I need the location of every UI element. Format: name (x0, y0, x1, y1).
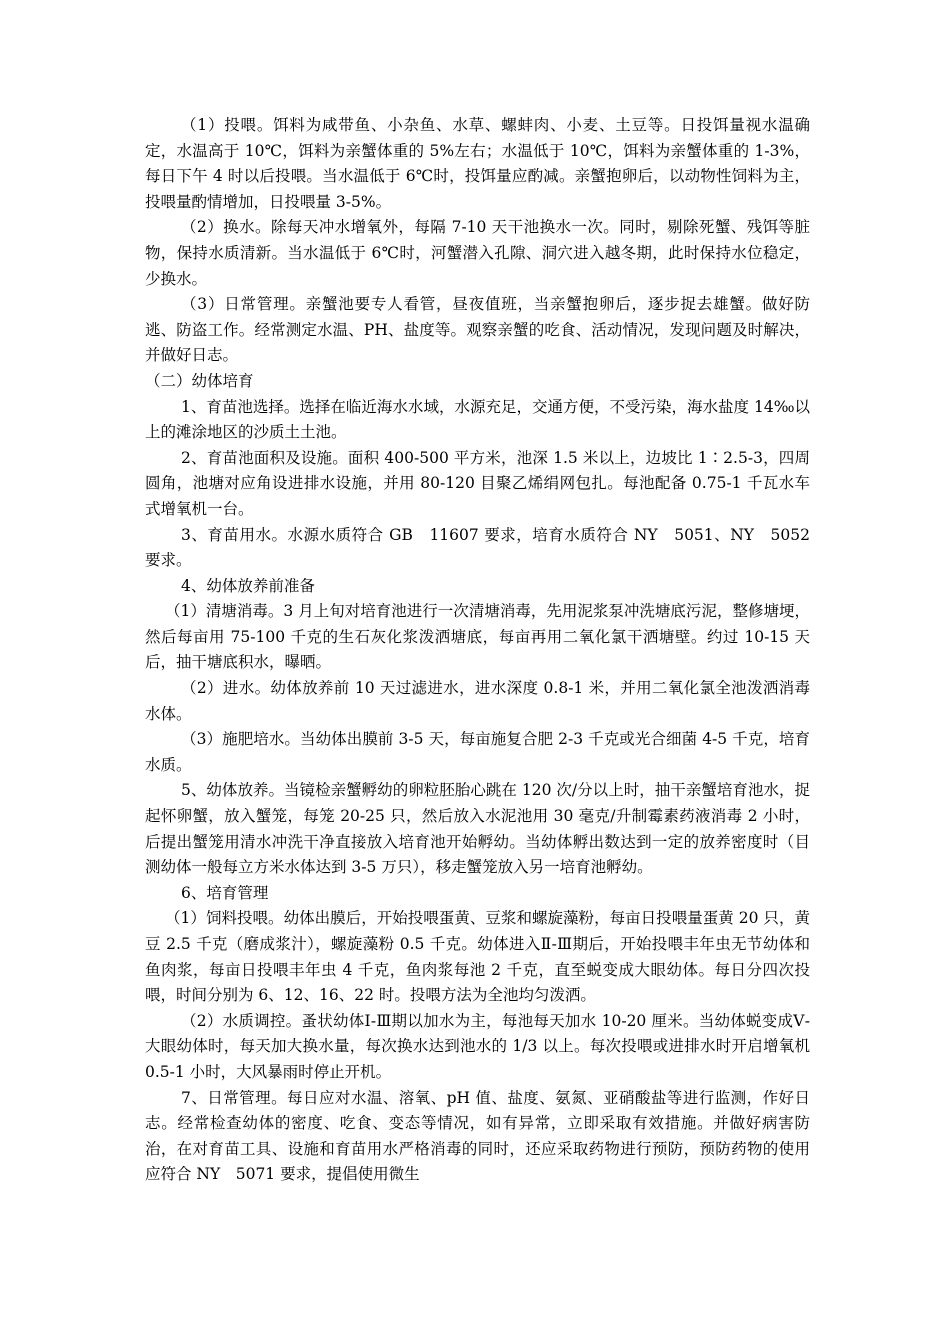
paragraph-nursery-water: 3、育苗用水。水源水质符合 GB 11607 要求，培育水质符合 NY 5051、NY 5052 要求。 (145, 525, 810, 570)
paragraph-water-quality-control: （2）水质调控。蚤状幼体Ⅰ-Ⅲ期以加水为主，每池每天加水 10-20 厘米。当幼体蜕变成Ⅴ-大眼幼体时，每天加大换水量，每次换水达到池水的 1/3 以上。每次投喂或进排水时开启增氧机 0.5-1 小时，大风暴雨时停止开机。 (145, 1011, 810, 1081)
paragraph-fertilization: （3）施肥培水。当幼体出膜前 3-5 天，每亩施复合肥 2-3 千克或光合细菌 4-5 千克，培育水质。 (145, 730, 810, 774)
paragraph-larva-stocking: 5、幼体放养。当镜检亲蟹孵幼的卵粒胚胎心跳在 120 次/分以上时，抽干亲蟹培育池水，捉起怀卵蟹，放入蟹笼，每笼 20-25 只，然后放入水泥池用 30 毫克/升制霉素药液消毒 2 小时，后提出蟹笼用清水冲洗干净直接放入培育池开始孵幼。当幼体孵出数达到一定的放养密度时（目测幼体一般每立方米水体达到 3-5 万只），移走蟹笼放入另一培育池孵幼。 (145, 781, 810, 877)
paragraph-pond-disinfection: （1）清塘消毒。3 月上旬对培育池进行一次清塘消毒，先用泥浆泵冲洗塘底污泥，整修塘埂，然后每亩用 75-100 千克的生石灰化浆泼洒塘底，每亩再用二氧化氯干洒塘壁。约过 10-15 天后，抽干塘底积水，曝晒。 (145, 602, 810, 672)
paragraph-feed-feeding: （1）饲料投喂。幼体出膜后，开始投喂蛋黄、豆浆和螺旋藻粉，每亩日投喂量蛋黄 20 只，黄豆 2.5 千克（磨成浆汁），螺旋藻粉 0.5 千克。幼体进入Ⅱ-Ⅲ期后，开始投喂丰年虫无节幼体和鱼肉浆，每亩日投喂丰年虫 4 千克，鱼肉浆每池 2 千克，直至蜕变成大眼幼体。每日分四次投喂，时间分别为 6、12、16、22 时。投喂方法为全池均匀泼洒。 (145, 909, 810, 1005)
paragraph-water-intake: （2）进水。幼体放养前 10 天过滤进水，进水深度 0.8-1 米，并用二氧化氯全池泼洒消毒水体。 (145, 679, 810, 723)
paragraph-feeding: （1）投喂。饵料为咸带鱼、小杂鱼、水草、螺蚌肉、小麦、土豆等。日投饵量视水温确定，水温高于 10℃，饵料为亲蟹体重的 5%左右；水温低于 10℃，饵料为亲蟹体重的 1-3%，每日下午 4 时以后投喂。当水温低于 6℃时，投饵量应酌减。亲蟹抱卵后，以动物性饲料为主，投喂量酌情增加，日投喂量 3-5%。 (145, 116, 810, 211)
section-heading-larva-cultivation: （二）幼体培育 (145, 371, 254, 390)
paragraph-water-change: （2）换水。除每天冲水增氧外，每隔 7-10 天干池换水一次。同时，剔除死蟹、残饵等脏物，保持水质清新。当水温低于 6℃时，河蟹潜入孔隙、洞穴进入越冬期，此时保持水位稳定，少换水。 (145, 218, 810, 288)
paragraph-nursery-pond-selection: 1、育苗池选择。选择在临近海水水域，水源充足，交通方便，不受污染，海水盐度 14‰以上的滩涂地区的沙质土土池。 (145, 397, 810, 442)
paragraph-daily-monitoring: 7、日常管理。每日应对水温、溶氧、pH 值、盐度、氨氮、亚硝酸盐等进行监测，作好日志。经常检查幼体的密度、吃食、变态等情况，如有异常，立即采取有效措施。并做好病害防治，在对育苗工具、设施和育苗用水严格消毒的同时，还应采取药物进行预防，预防药物的使用应符合 NY 5071 要求，提倡使用微生 (145, 1088, 810, 1184)
paragraph-daily-management: （3）日常管理。亲蟹池要专人看管，昼夜值班，当亲蟹抱卵后，逐步捉去雄蟹。做好防逃、防盗工作。经常测定水温、PH、盐度等。观察亲蟹的吃食、活动情况，发现问题及时解决，并做好日志。 (145, 295, 810, 365)
paragraph-cultivation-management-heading: 6、培育管理 (181, 883, 269, 902)
paragraph-pond-area-facilities: 2、育苗池面积及设施。面积 400-500 平方米，池深 1.5 米以上，边坡比 1∶2.5-3，四周圆角，池塘对应角设进排水设施，并用 80-120 目聚乙烯绢网包扎。每池配备 0.75-1 千瓦水车式增氧机一台。 (145, 448, 810, 518)
paragraph-pre-stocking-heading: 4、幼体放养前准备 (181, 576, 315, 595)
